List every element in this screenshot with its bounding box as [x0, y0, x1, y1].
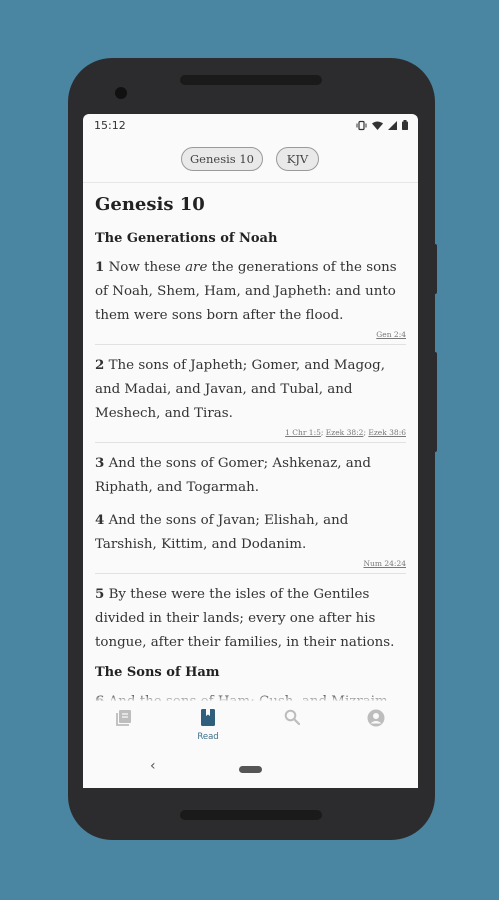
cross-reference-link[interactable]: Num 24:24 [363, 559, 406, 568]
cross-reference-link[interactable]: Gen 2:4 [376, 330, 406, 339]
bottom-navigation [83, 701, 418, 751]
vibrate-icon [356, 121, 367, 130]
verse-text: The sons of Japheth; Gomer, and Magog, and Madai, and Javan, and Tubal, and Meshech, and Tiras. [95, 358, 385, 421]
account-icon [367, 709, 385, 727]
book-icon [201, 709, 215, 727]
nav-read-label: Read [197, 732, 219, 742]
power-button [433, 244, 437, 294]
bottom-speaker [180, 810, 322, 820]
chapter-content[interactable] [83, 183, 418, 701]
verse-text: Now these [108, 260, 186, 275]
verse-number: 1 [95, 259, 105, 275]
verse-number: 3 [95, 455, 105, 471]
verse-2[interactable] [95, 353, 406, 426]
library-icon [115, 709, 133, 727]
divider [95, 344, 406, 345]
chapter-title: Genesis 10 [95, 194, 205, 215]
home-handle[interactable] [239, 766, 262, 773]
system-navigation-bar [83, 751, 418, 788]
section-heading: The Sons of Ham [95, 665, 220, 680]
cross-reference-link[interactable]: 1 Chr 1:5 [285, 428, 321, 437]
nav-read[interactable] [183, 709, 233, 742]
volume-buttons [433, 352, 437, 452]
nav-search[interactable] [267, 709, 317, 730]
status-time: 15:12 [94, 119, 126, 132]
cross-reference-link[interactable]: Ezek 38:2 [325, 428, 364, 437]
signal-icon [388, 121, 397, 130]
front-camera [115, 87, 127, 99]
cross-references [95, 559, 406, 569]
cross-references: 1 Chr 1:5; Ezek 38:2; Ezek 38:6 [285, 428, 406, 437]
app-screen [83, 114, 418, 788]
verse-text: And the sons of Gomer; Ashkenaz, and Riphath, and Togarmah. [95, 456, 371, 495]
verse-text: And the sons of Javan; Elishah, and Tarshish, Kittim, and Dodanim. [95, 513, 349, 552]
verse-5[interactable] [95, 582, 406, 655]
cross-reference-link[interactable]: Ezek 38:6 [368, 428, 406, 437]
section-heading: The Generations of Noah [95, 231, 278, 246]
book-chapter-selector[interactable]: Genesis 10 [181, 147, 263, 171]
divider [95, 442, 406, 443]
divider [95, 573, 406, 574]
verse-1[interactable] [95, 255, 406, 328]
nav-account[interactable] [351, 709, 401, 731]
reader-toolbar [83, 138, 418, 183]
verse-text: the generations of the sons of Noah, Shem, Ham, and Japheth: and unto them were sons born after the flood. [95, 260, 397, 323]
earpiece-speaker [180, 75, 322, 85]
status-bar [83, 114, 418, 138]
verse-3[interactable] [95, 451, 406, 500]
verse-number: 2 [95, 357, 105, 373]
verse-4[interactable] [95, 508, 406, 557]
verse-text: By these were the isles of the Gentiles divided in their lands; every one after his tongue, after their families, in their nations. [95, 587, 395, 650]
battery-icon [402, 120, 408, 130]
verse-number: 5 [95, 586, 105, 602]
back-icon[interactable]: ‹ [150, 758, 156, 774]
cross-references [95, 330, 406, 340]
search-icon [284, 709, 301, 726]
wifi-icon [372, 121, 383, 130]
verse-text-italic: are [185, 260, 208, 275]
verse-number: 4 [95, 512, 105, 528]
nav-library[interactable] [99, 709, 149, 731]
translation-selector[interactable]: KJV [276, 147, 319, 171]
